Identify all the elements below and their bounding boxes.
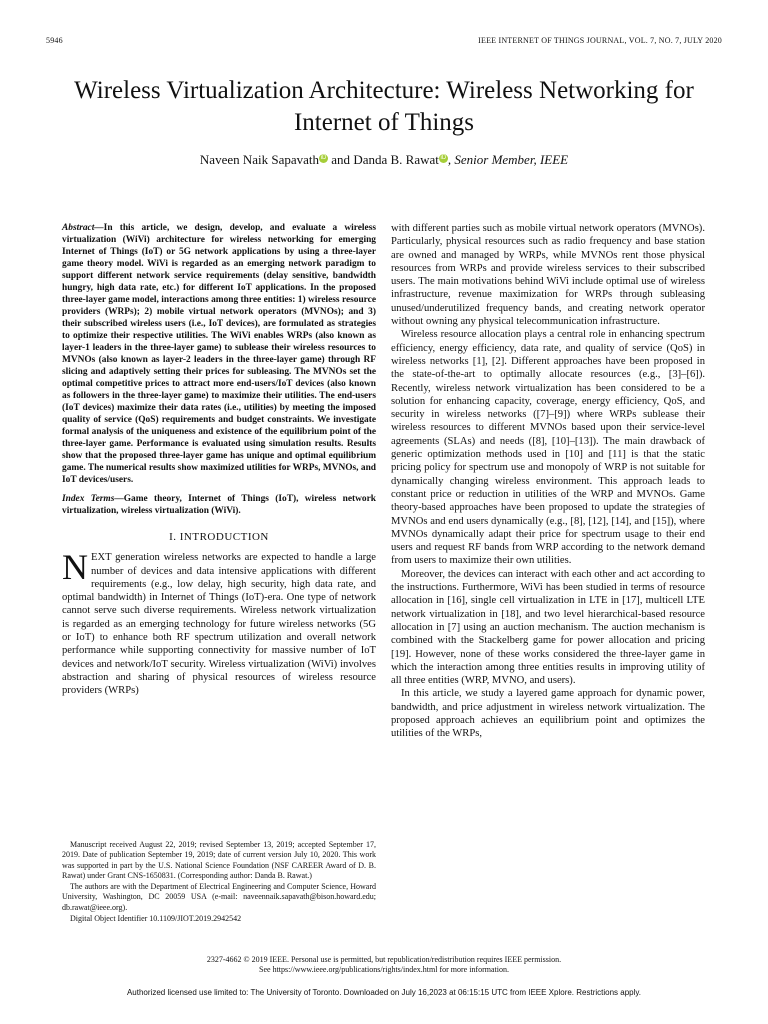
author-role: , Senior Member, IEEE [447,152,569,167]
body-paragraph: Moreover, the devices can interact with each other and act according to the instructions. Furthermore, WiVi has been studied in terms of resource allocation in [16], single cell virtualization in LTE in [17], multicell LTE network virtualization in [18], and two level hierarchical-based resource allocation in [7] using an auction mechanism. The auction mechanism is combined with the Stackelberg game for power allocation and pricing [19]. However, none of these works considered the three-layer game in which the interaction among three entities results in improving utility of all three entities (WRP, MVNO, and users). [391,568,705,687]
copyright-notice [46,955,722,975]
orcid-icon[interactable]: iD [440,154,447,161]
rights-link[interactable]: See https://www.ieee.org/publications/rights/index.html for more information. [259,965,509,974]
drop-cap: N [62,547,88,588]
footnote-affiliation: The authors are with the Department of Electrical Engineering and Computer Science, Howard University, Washington, DC 20059 USA (e-mail: naveennaik.sapavath@bison.howard.edu; db.rawat@ieee.org). [62,882,376,912]
author-1: Naveen Naik Sapavath [199,152,320,167]
footnote-doi: Digital Object Identifier 10.1109/JIOT.2019.2942542 [70,914,242,924]
intro-text: EXT generation wireless networks are expected to handle a large number of devices and data intensive applications with different requirements (e.g., low delay, high security, high data rate, and optimal bandwidth) in Internet of Things (IoT)-era. One type of network cannot serve such diverse requirements. Wireless network virtualization is regarded as an emerging technology for future wireless networks (5G or IoT) to enhance both RF spectrum utilization and overall network performance while supporting connectivity for massive number of IoT devices and network/IoT security. Wireless virtualization (WiVi) involves abstraction and sharing of physical resources of wireless resource providers (WRPs) [62,552,376,697]
author-line [46,152,722,168]
abstract-label: Abstract— [62,223,104,233]
author-conjunction: and [328,152,354,167]
abstract [62,222,376,486]
right-column [391,222,705,741]
journal-citation: IEEE INTERNET OF THINGS JOURNAL, VOL. 7, NO. 7, JULY 2020 [478,36,722,45]
orcid-icon[interactable]: iD [320,154,327,161]
copyright-line: 2327-4662 © 2019 IEEE. Personal use is permitted, but republication/redistribution requires IEEE permission. [206,955,562,964]
footnote-manuscript: Manuscript received August 22, 2019; revised September 13, 2019; accepted September 17, 2019. Date of publication September 19, 2019; date of current version July 10, 2020. This work was supported in part by the U.S. National Science Foundation (NSF CAREER Award of D. B. Rawat) under Grant CNS-1650831. (Corresponding author: Danda B. Rawat.) [62,840,376,880]
abstract-text: In this article, we design, develop, and evaluate a wireless virtualization (WiVi) architecture for wireless networking for emerging Internet of Things (IoT) or 5G network applications by using a three-layer game theory model. WiVi is regarded as an emerging network paradigm to support different network service requirements (delay sensitive, bandwidth hungry, high data rate, etc.) for different IoT applications. In the proposed three-layer game model, interactions among three entities: 1) wireless resource providers (WRPs); 2) mobile virtual network operators (MVNOs); and 3) their subscribed wireless users (i.e., IoT devices), are formulated as strategies to optimize their respective utilities. The WiVi enables WRPs (also known as layer-1 leaders in the three-layer game) to sublease their wireless resources to MVNOs (also known as layer-2 leaders in the three-layer game) through RF slicing and adaptively setting their prices for subleasing. The MVNOs set the optimal competitive prices to attract more end-users/IoT devices (also known as followers in the three-layer game) to maximize their utilities. The end-users (IoT devices) maximize their data rates (i.e., utilities) by meeting the imposed quality of service (QoS) requirements and budget constraints. We investigate formal analysis of the uniqueness and existence of the equilibrium point of the three-layer game. Performance is evaluated using simulation results. Results show that the proposed three-layer game has unique and optimal equilibrium game. The numerical results show maximized utilities for WRPs, MVNOs, and IoT devices/users. [62,223,376,485]
body-paragraph: with different parties such as mobile virtual network operators (MVNOs). Particularly, physical resources such as radio frequency and base station are owned and managed by WRPs, while MVNOs rent those physical resources from WRPs and provide wireless services to their subscribed users. The main motivations behind WiVi include optimal use of wireless infrastructure, revenue maximization for WRPs through subleasing unused/underutilized frequency bands, and creating network operator without owning any physical telecommunication infrastructure. [391,223,705,328]
footnote [62,840,376,925]
author-2: Danda B. Rawat [353,152,439,167]
index-terms [62,493,376,517]
index-terms-label: Index Terms— [62,494,124,504]
download-notice: Authorized licensed use limited to: The University of Toronto. Downloaded on July 16,2023 at 06:15:15 UTC from IEEE Xplore. Restrictions apply. [126,988,642,997]
section-heading: I. INTRODUCTION [169,531,269,543]
body-paragraph: In this article, we study a layered game approach for dynamic power, bandwidth, and price adjustment in wireless network virtualization. The proposed approach achieves an equilibrium point and optimizes the utilities of the WRPs, [391,688,705,740]
body-paragraph: Wireless resource allocation plays a central role in enhancing spectrum efficiency, energy efficiency, data rate, and quality of service (QoS) in wireless networks [1], [2]. Different approaches have been proposed in the state-of-the-art to optimally allocate resources (e.g., [3]–[6]). Recently, wireless network virtualization has been considered to be a solution for enhancing capacity, coverage, energy efficiency, QoS, and security in wireless networks ([7]–[9]) where WRPs sublease their wireless resources to different MVNOs based upon their service-level agreements (SLAs) and needs ([8], [10]–[13]). The main drawback of generic optimization methods used in [10] and [11] is that the static pricing policy for spectrum use and monopoly of WRP is not suitable for dynamically changing wireless environment. This approach leads to constant price or reduction in utilities of the WRP and MVNOs. Game theory-based approaches have been proposed to update the strategies of MVNOs and end users dynamically (e.g., [8], [12], [14], and [15]), where MVNOs dynamically adapt their price for spectrum usage to their end users and request RF bands from WRP according to the network demand from users to maximize their own utilities. [391,329,705,567]
left-column [62,222,376,698]
index-terms-text: Game theory, Internet of Things (IoT), wireless network virtualization, wireless virtualization (WiVi). [62,494,376,516]
intro-paragraph [62,547,376,697]
page-number: 5946 [46,36,63,45]
paper-title: Wireless Virtualization Architecture: Wireless Networking for Internet of Things [74,77,694,136]
